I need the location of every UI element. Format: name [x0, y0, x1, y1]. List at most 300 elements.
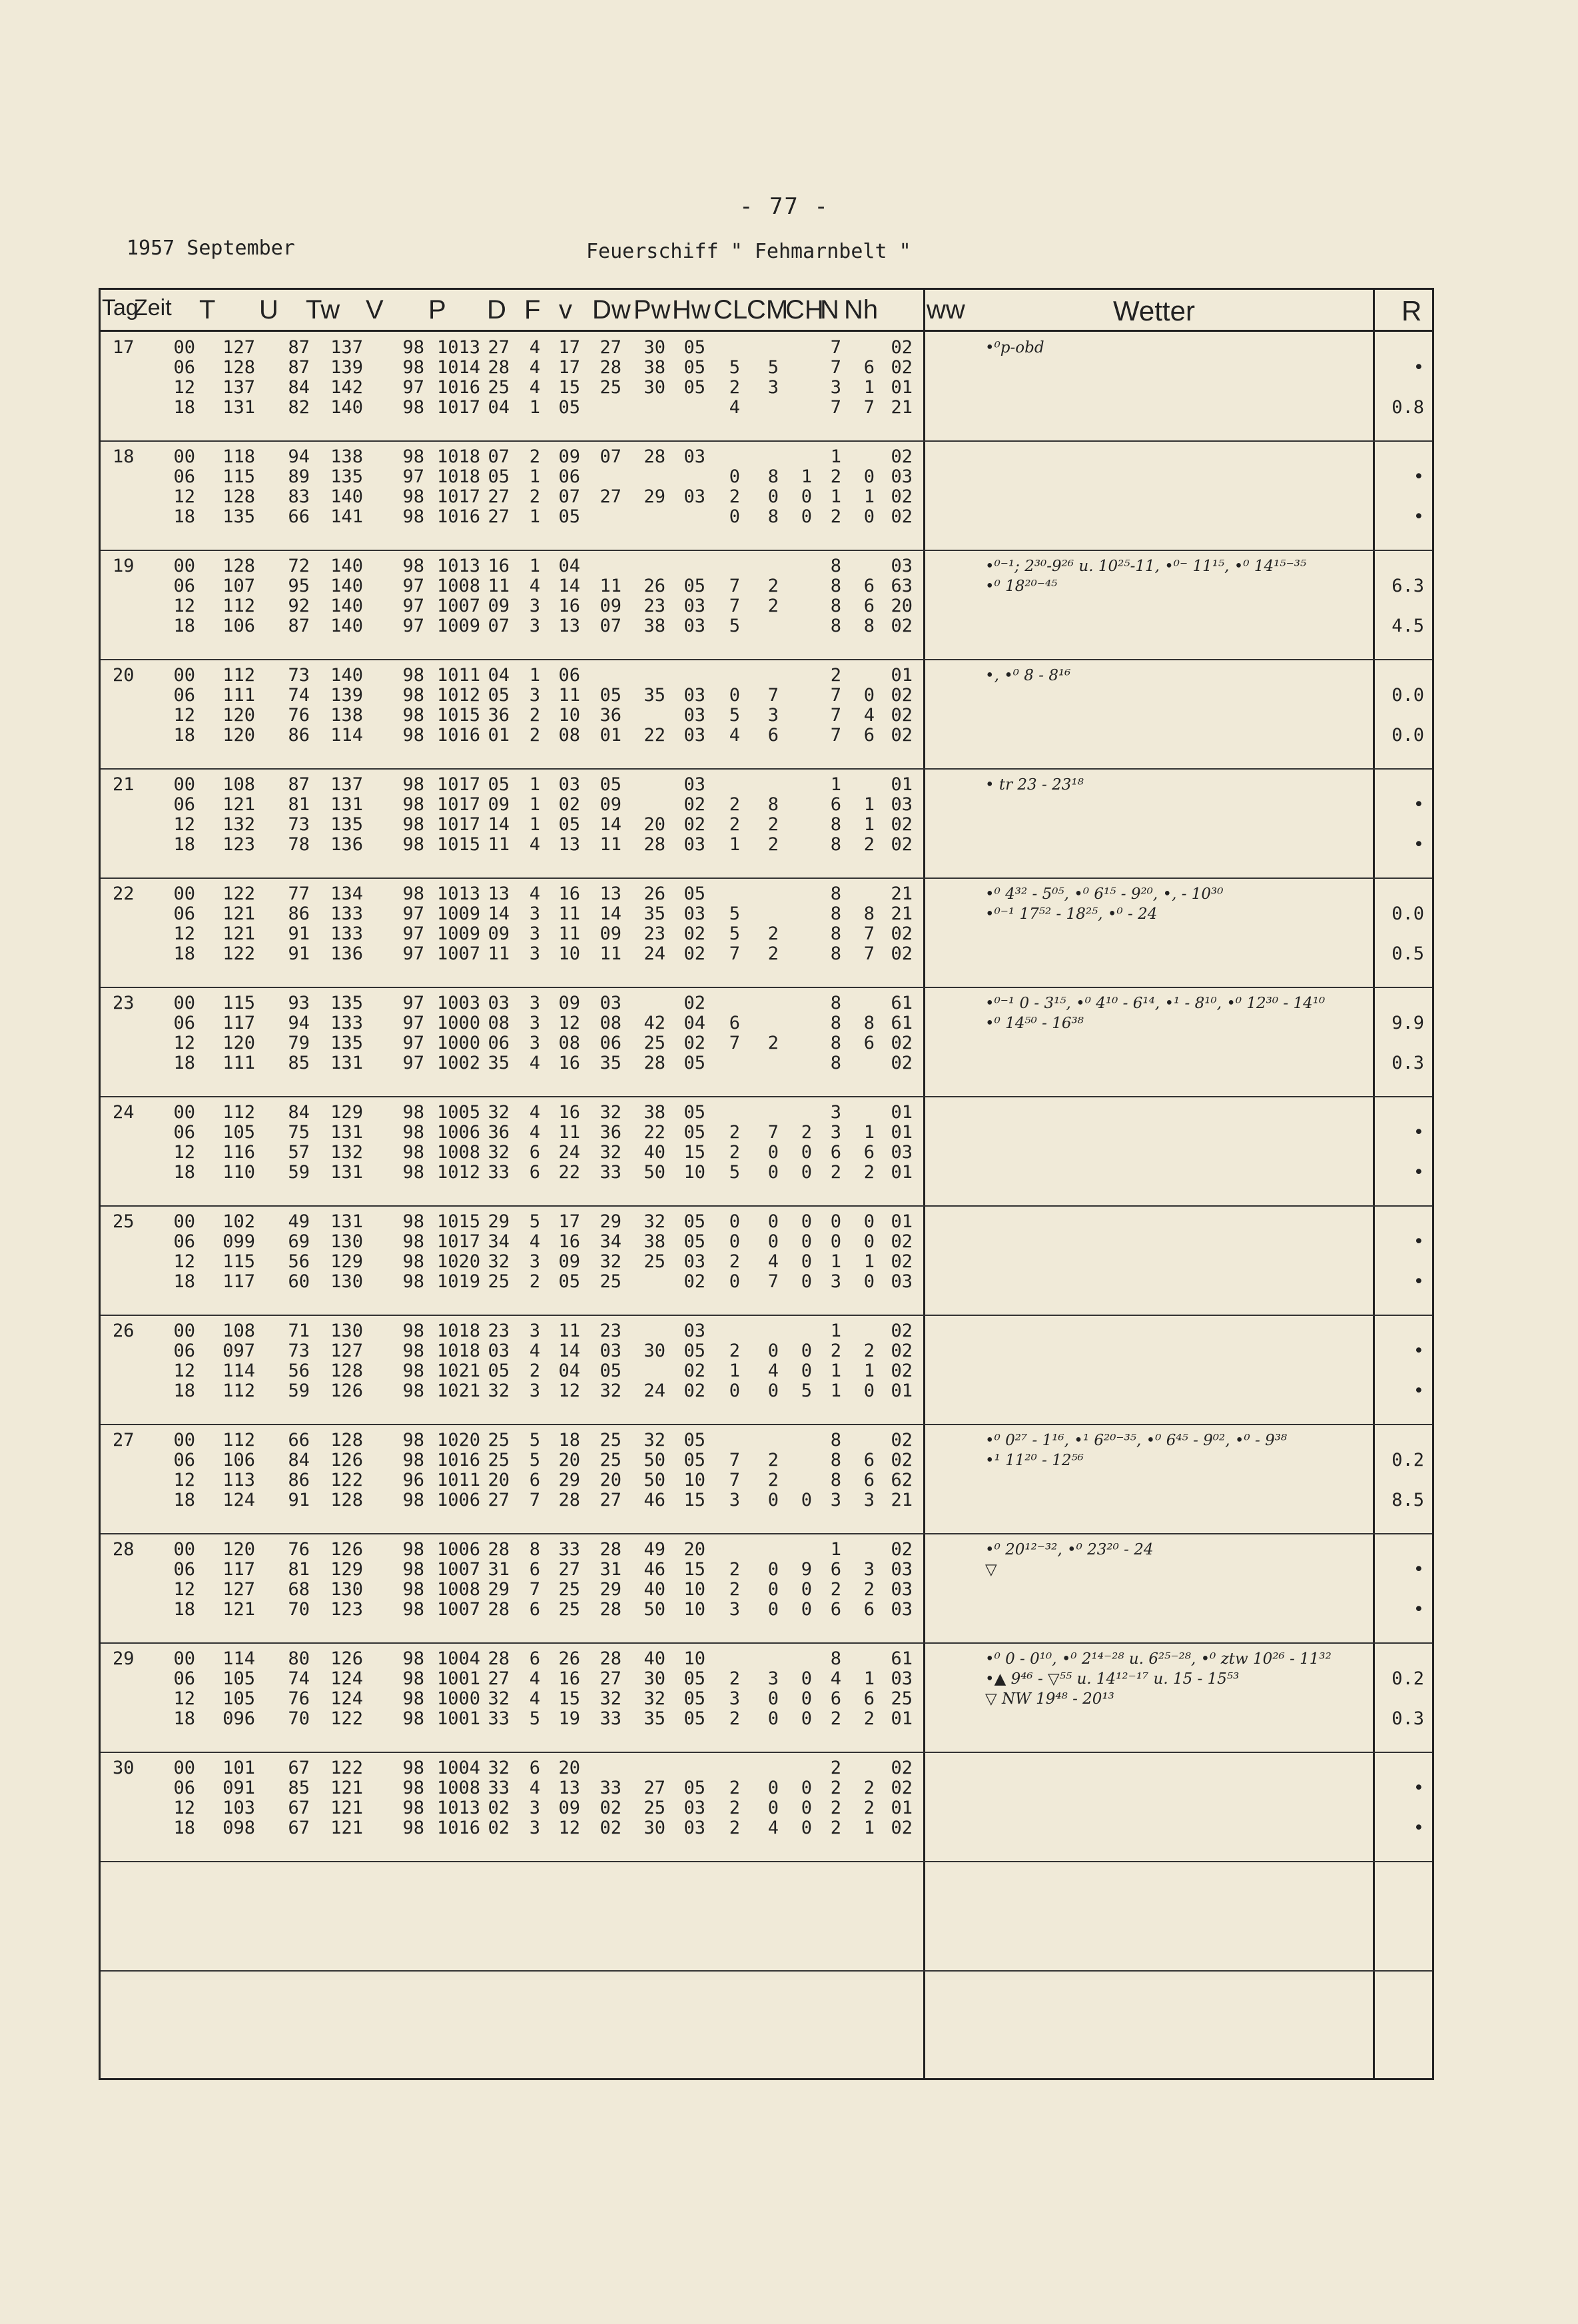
table-cell: 31	[599, 1559, 621, 1580]
table-cell: 16	[558, 883, 580, 904]
table-cell: 05	[683, 1668, 705, 1689]
table-cell: 108	[222, 1321, 255, 1341]
table-cell: 02	[891, 1321, 913, 1341]
table-cell: 06	[173, 794, 195, 815]
table-cell: 129	[330, 1559, 363, 1580]
table-cell: 8	[830, 1450, 841, 1470]
table-cell: 09	[599, 794, 621, 815]
table-cell: 117	[222, 1559, 255, 1580]
table-cell: 06	[173, 1013, 195, 1033]
table-cell: 8	[830, 923, 841, 944]
table-cell: 98	[402, 397, 424, 418]
table-cell: 09	[488, 923, 510, 944]
weather-remark: •⁰p-obd	[985, 339, 1044, 356]
table-cell: 7	[729, 596, 740, 616]
table-cell: 09	[558, 993, 580, 1013]
table-cell: 12	[173, 596, 195, 616]
weather-remark: •⁰⁻¹; 2³⁰-9²⁶ u. 10²⁵-11, •⁰⁻ 11¹⁵, •⁰ 14¹⁵⁻³⁵	[985, 558, 1307, 575]
table-cell: 05	[599, 1361, 621, 1381]
table-cell: 00	[173, 1758, 195, 1778]
table-cell: 130	[330, 1231, 363, 1252]
table-cell: 98	[402, 1579, 424, 1600]
table-cell: 115	[222, 1251, 255, 1272]
table-cell: 1003	[436, 993, 480, 1013]
column-header-tw: Tw	[306, 295, 340, 324]
table-cell: 5	[529, 1430, 540, 1451]
table-cell: 114	[330, 725, 363, 746]
table-cell: 71	[288, 1321, 310, 1341]
table-cell: 01	[891, 377, 913, 398]
table-cell: 10	[683, 1470, 705, 1490]
table-cell: 49	[643, 1539, 665, 1560]
table-cell: 126	[330, 1539, 363, 1560]
table-cell: 0	[863, 466, 875, 487]
table-cell: 81	[288, 794, 310, 815]
table-cell: 50	[643, 1162, 665, 1183]
table-cell: 1008	[436, 1579, 480, 1600]
table-cell: 2	[830, 466, 841, 487]
table-cell: 32	[643, 1211, 665, 1232]
table-cell: 02	[891, 814, 913, 835]
table-cell: 1	[863, 814, 875, 835]
table-cell: 135	[222, 506, 255, 527]
table-cell: 130	[330, 1579, 363, 1600]
table-cell: 10	[683, 1162, 705, 1183]
table-cell: 0	[863, 1231, 875, 1252]
table-cell: 73	[288, 665, 310, 686]
table-cell: 27	[599, 1490, 621, 1510]
table-cell: 0	[767, 1211, 779, 1232]
table-cell: 06	[173, 576, 195, 596]
table-cell: 32	[599, 1251, 621, 1272]
table-cell: 05	[683, 883, 705, 904]
table-cell: 36	[599, 1122, 621, 1143]
table-cell: 128	[222, 357, 255, 378]
page-number: - 77 -	[739, 193, 829, 220]
table-cell: 28	[488, 1539, 510, 1560]
table-cell: 114	[222, 1361, 255, 1381]
table-cell: 87	[288, 616, 310, 636]
table-cell: 1004	[436, 1758, 480, 1778]
table-cell: 3	[529, 685, 540, 706]
table-cell: 2	[767, 1033, 779, 1053]
table-cell: 06	[173, 1231, 195, 1252]
table-cell: 2	[863, 834, 875, 855]
table-cell: 12	[173, 1470, 195, 1490]
table-cell: 1016	[436, 506, 480, 527]
table-cell: 40	[643, 1648, 665, 1669]
table-cell: 26	[558, 1648, 580, 1669]
table-cell: 97	[402, 943, 424, 964]
table-cell: 3	[529, 943, 540, 964]
column-header-t: T	[199, 295, 216, 324]
table-cell: 1	[729, 1361, 740, 1381]
table-cell: 6	[863, 1142, 875, 1163]
table-cell: 27	[488, 337, 510, 358]
table-cell: 124	[330, 1668, 363, 1689]
table-cell: 1012	[436, 685, 480, 706]
table-cell: 06	[558, 665, 580, 686]
table-cell: 0	[767, 1798, 779, 1818]
table-cell: 131	[330, 1162, 363, 1183]
table-cell: 121	[222, 903, 255, 924]
table-cell: 85	[288, 1778, 310, 1798]
table-cell: 30	[643, 1341, 665, 1361]
column-header-cl: CL	[713, 295, 748, 324]
table-cell: 7	[767, 685, 779, 706]
table-cell: 106	[222, 616, 255, 636]
table-cell: 12	[173, 486, 195, 507]
table-cell: 2	[830, 1758, 841, 1778]
table-cell: 4	[529, 883, 540, 904]
column-header-zeit: Zeit	[134, 295, 172, 320]
table-cell: 02	[683, 794, 705, 815]
table-cell: 98	[402, 1708, 424, 1729]
table-cell: 18	[173, 1271, 195, 1292]
table-cell: 2	[863, 1579, 875, 1600]
table-cell: 97	[402, 576, 424, 596]
table-cell: 35	[599, 1053, 621, 1073]
table-cell: 04	[488, 665, 510, 686]
table-cell: 02	[891, 357, 913, 378]
table-cell: 24	[643, 1381, 665, 1401]
table-cell: 1018	[436, 446, 480, 467]
column-header-dw: Dw	[592, 295, 631, 324]
table-cell: 18	[173, 725, 195, 746]
table-cell: 2	[529, 1271, 540, 1292]
table-cell: 18	[173, 1599, 195, 1620]
table-cell: 16	[558, 1053, 580, 1073]
table-cell: 20	[488, 1470, 510, 1490]
table-cell: 61	[891, 1013, 913, 1033]
table-cell: 4	[729, 397, 740, 418]
table-cell: 2	[529, 1361, 540, 1381]
table-cell: 3	[529, 616, 540, 636]
table-cell: 3	[863, 1490, 875, 1510]
table-cell: 82	[288, 397, 310, 418]
table-cell: 132	[222, 814, 255, 835]
table-cell: 1000	[436, 1688, 480, 1709]
table-cell: 133	[330, 1013, 363, 1033]
column-header-pw: Pw	[633, 295, 671, 324]
table-cell: 92	[288, 596, 310, 616]
table-cell: 12	[558, 1381, 580, 1401]
table-cell: 06	[599, 1033, 621, 1053]
table-cell: 02	[891, 685, 913, 706]
table-cell: 46	[643, 1559, 665, 1580]
table-cell: 01	[599, 725, 621, 746]
day-label: 19	[113, 556, 135, 576]
table-cell: 15	[683, 1559, 705, 1580]
table-cell: 00	[173, 337, 195, 358]
table-cell: 127	[222, 337, 255, 358]
table-cell: 5	[529, 1450, 540, 1470]
table-cell: 0	[767, 1599, 779, 1620]
table-cell: 03	[488, 993, 510, 1013]
table-cell: 50	[643, 1470, 665, 1490]
table-cell: 2	[767, 814, 779, 835]
table-cell: 07	[599, 446, 621, 467]
table-cell: 25	[643, 1798, 665, 1818]
table-cell: 1019	[436, 1271, 480, 1292]
column-header-v: v	[559, 295, 572, 324]
weather-remark: •⁰ 20¹²⁻³², •⁰ 23²⁰ - 24	[985, 1541, 1154, 1558]
column-header-r: R	[1401, 295, 1422, 326]
table-cell: 112	[222, 1102, 255, 1123]
table-cell: 11	[558, 685, 580, 706]
table-cell: 05	[558, 506, 580, 527]
table-cell: 0	[801, 1211, 812, 1232]
table-cell: 02	[891, 705, 913, 726]
table-cell: 8	[529, 1539, 540, 1560]
table-cell: 140	[330, 576, 363, 596]
precipitation-value: •	[1413, 466, 1424, 487]
table-cell: 4	[529, 1053, 540, 1073]
table-cell: 2	[767, 1450, 779, 1470]
table-cell: 61	[891, 1648, 913, 1669]
table-cell: 124	[330, 1688, 363, 1709]
table-cell: 02	[891, 1539, 913, 1560]
table-cell: 128	[330, 1361, 363, 1381]
day-label: 23	[113, 993, 135, 1013]
table-cell: 23	[643, 596, 665, 616]
table-cell: 2	[767, 1470, 779, 1490]
table-cell: 8	[767, 466, 779, 487]
table-cell: 67	[288, 1798, 310, 1818]
table-cell: 98	[402, 357, 424, 378]
table-cell: 0	[767, 1559, 779, 1580]
table-cell: 0	[801, 1818, 812, 1838]
table-cell: 1000	[436, 1013, 480, 1033]
table-cell: 03	[683, 1798, 705, 1818]
table-cell: 05	[683, 357, 705, 378]
table-cell: 23	[643, 923, 665, 944]
weather-remark: •⁰ 0 - 0¹⁰, •⁰ 2¹⁴⁻²⁸ u. 6²⁵⁻²⁸, •⁰ ztw 10²⁶ - 11³²	[985, 1650, 1332, 1668]
table-cell: 128	[330, 1430, 363, 1451]
table-cell: 98	[402, 725, 424, 746]
table-cell: 6	[529, 1470, 540, 1490]
table-cell: 1021	[436, 1361, 480, 1381]
table-cell: 05	[683, 1122, 705, 1143]
table-cell: 02	[488, 1798, 510, 1818]
table-cell: 03	[683, 1321, 705, 1341]
table-cell: 12	[173, 705, 195, 726]
table-cell: 134	[330, 883, 363, 904]
table-cell: 133	[330, 923, 363, 944]
table-cell: 0	[729, 1271, 740, 1292]
table-cell: 62	[891, 1470, 913, 1490]
table-cell: 10	[683, 1579, 705, 1600]
table-cell: 28	[558, 1490, 580, 1510]
table-cell: 0	[801, 1231, 812, 1252]
day-separator	[101, 1642, 1432, 1644]
table-cell: 02	[891, 943, 913, 964]
table-cell: 4	[529, 1668, 540, 1689]
table-cell: 02	[683, 1381, 705, 1401]
table-cell: 11	[558, 903, 580, 924]
table-cell: 2	[729, 1708, 740, 1729]
table-cell: 1000	[436, 1033, 480, 1053]
precipitation-value: 0.3	[1391, 1053, 1424, 1073]
table-cell: 0	[801, 1271, 812, 1292]
table-cell: 7	[863, 943, 875, 964]
table-cell: 14	[488, 903, 510, 924]
table-cell: 1017	[436, 814, 480, 835]
table-cell: 68	[288, 1579, 310, 1600]
table-cell: 2	[729, 814, 740, 835]
table-cell: 18	[173, 506, 195, 527]
table-cell: 0	[801, 1361, 812, 1381]
table-cell: 7	[830, 705, 841, 726]
table-cell: 28	[599, 1648, 621, 1669]
table-cell: 5	[729, 357, 740, 378]
table-cell: 05	[488, 774, 510, 795]
table-cell: 126	[330, 1648, 363, 1669]
table-cell: 6	[529, 1758, 540, 1778]
table-cell: 101	[222, 1758, 255, 1778]
table-cell: 8	[863, 903, 875, 924]
table-cell: 11	[558, 923, 580, 944]
table-cell: 6	[863, 1450, 875, 1470]
table-cell: 0	[863, 685, 875, 706]
table-cell: 1008	[436, 1778, 480, 1798]
table-cell: 10	[683, 1648, 705, 1669]
table-cell: 30	[643, 1668, 665, 1689]
table-cell: 03	[683, 685, 705, 706]
table-cell: 25	[643, 1251, 665, 1272]
day-separator	[101, 1096, 1432, 1097]
table-cell: 03	[891, 1668, 913, 1689]
table-cell: 0	[729, 1381, 740, 1401]
table-cell: 2	[529, 705, 540, 726]
table-cell: 98	[402, 1321, 424, 1341]
table-cell: 118	[222, 446, 255, 467]
table-cell: 74	[288, 685, 310, 706]
table-cell: 1017	[436, 397, 480, 418]
table-cell: 122	[222, 943, 255, 964]
table-cell: 3	[830, 1102, 841, 1123]
table-cell: 0	[801, 1668, 812, 1689]
table-cell: 4	[529, 1341, 540, 1361]
day-separator	[101, 440, 1432, 442]
table-cell: 140	[330, 616, 363, 636]
day-label: 28	[113, 1539, 135, 1560]
table-cell: 00	[173, 1321, 195, 1341]
table-cell: 8	[830, 1470, 841, 1490]
weather-remark: •⁰ 18²⁰⁻⁴⁵	[985, 578, 1058, 595]
table-cell: 38	[643, 357, 665, 378]
table-cell: 2	[529, 486, 540, 507]
table-cell: 23	[488, 1321, 510, 1341]
table-cell: 15	[558, 377, 580, 398]
table-cell: 25	[488, 1430, 510, 1451]
table-cell: 01	[891, 1211, 913, 1232]
table-cell: 2	[729, 794, 740, 815]
table-cell: 0	[767, 1231, 779, 1252]
table-cell: 6	[830, 1142, 841, 1163]
table-cell: 103	[222, 1798, 255, 1818]
table-cell: 01	[891, 1798, 913, 1818]
table-cell: 60	[288, 1271, 310, 1292]
table-cell: 63	[891, 576, 913, 596]
table-cell: 8	[830, 834, 841, 855]
table-cell: 1016	[436, 725, 480, 746]
table-cell: 13	[599, 883, 621, 904]
table-cell: 2	[801, 1122, 812, 1143]
table-cell: 0	[863, 1381, 875, 1401]
column-header-f: F	[524, 295, 541, 324]
table-cell: 0	[801, 1798, 812, 1818]
table-cell: 1007	[436, 1559, 480, 1580]
table-cell: 105	[222, 1688, 255, 1709]
table-cell: 02	[891, 1231, 913, 1252]
table-cell: 29	[599, 1211, 621, 1232]
table-cell: 1007	[436, 596, 480, 616]
table-cell: 02	[683, 1361, 705, 1381]
table-cell: 80	[288, 1648, 310, 1669]
table-cell: 4	[529, 1688, 540, 1709]
table-cell: 04	[558, 556, 580, 576]
table-cell: 1	[830, 1381, 841, 1401]
table-cell: 01	[891, 1708, 913, 1729]
table-cell: 18	[173, 1708, 195, 1729]
table-cell: 8	[830, 596, 841, 616]
table-cell: 8	[830, 556, 841, 576]
table-cell: 50	[643, 1599, 665, 1620]
table-cell: 6	[529, 1142, 540, 1163]
table-cell: 1013	[436, 1798, 480, 1818]
day-separator	[101, 1205, 1432, 1207]
table-cell: 03	[599, 993, 621, 1013]
table-cell: 02	[683, 943, 705, 964]
table-cell: 06	[173, 1668, 195, 1689]
column-header-p: P	[428, 295, 446, 324]
table-cell: 98	[402, 834, 424, 855]
table-cell: 0	[801, 1341, 812, 1361]
table-cell: 06	[173, 1450, 195, 1470]
table-cell: 114	[222, 1648, 255, 1669]
table-cell: 98	[402, 814, 424, 835]
table-cell: 09	[558, 1251, 580, 1272]
table-cell: 7	[529, 1490, 540, 1510]
day-label: 29	[113, 1648, 135, 1669]
table-cell: 30	[643, 1818, 665, 1838]
day-separator	[101, 877, 1432, 879]
table-cell: 1	[529, 556, 540, 576]
table-cell: 03	[891, 1271, 913, 1292]
table-cell: 74	[288, 1668, 310, 1689]
table-cell: 25	[488, 1450, 510, 1470]
table-cell: 10	[558, 943, 580, 964]
table-cell: 01	[891, 665, 913, 686]
table-cell: 36	[488, 1122, 510, 1143]
table-cell: 03	[488, 1341, 510, 1361]
table-cell: 28	[599, 1599, 621, 1620]
table-cell: 6	[767, 725, 779, 746]
table-cell: 21	[891, 397, 913, 418]
table-cell: 1006	[436, 1539, 480, 1560]
table-cell: 1007	[436, 943, 480, 964]
table-cell: 03	[683, 446, 705, 467]
table-cell: 2	[830, 1341, 841, 1361]
table-cell: 6	[863, 576, 875, 596]
table-cell: 02	[891, 446, 913, 467]
table-cell: 28	[488, 1648, 510, 1669]
table-cell: 1018	[436, 1321, 480, 1341]
table-cell: 98	[402, 1211, 424, 1232]
table-cell: 20	[558, 1450, 580, 1470]
table-cell: 123	[330, 1599, 363, 1620]
